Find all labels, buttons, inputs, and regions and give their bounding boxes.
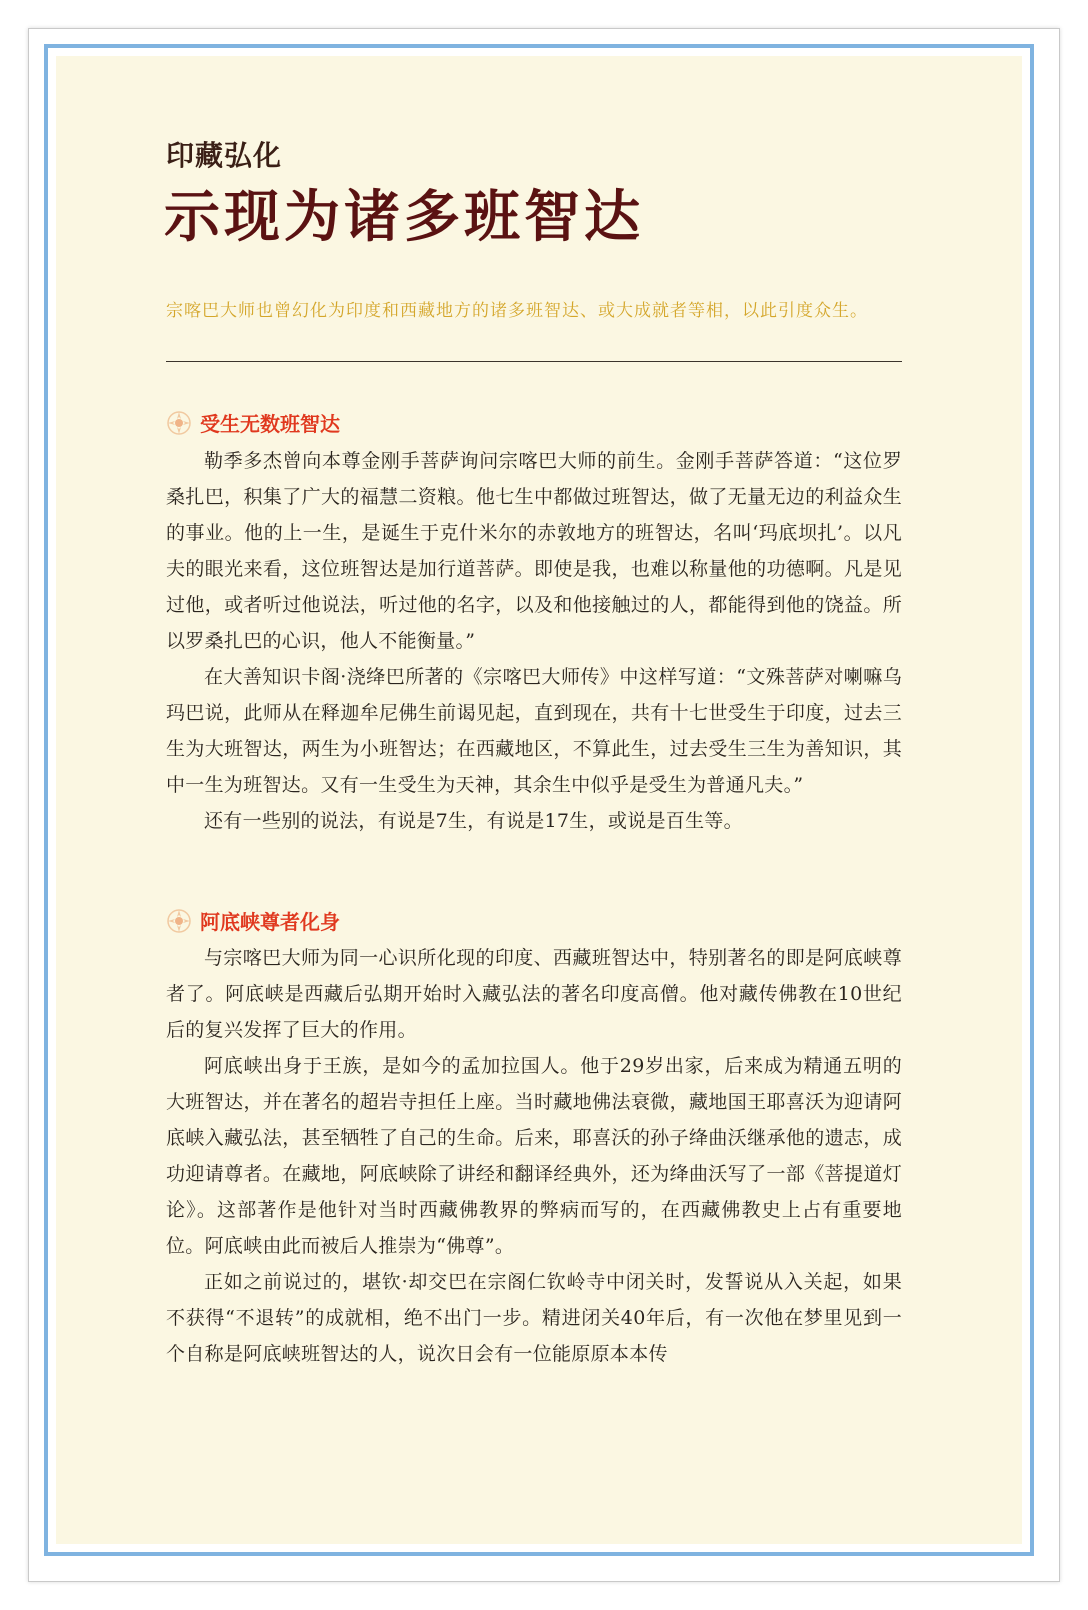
- section-body-1: [166, 443, 902, 839]
- section-heading-1: [166, 408, 340, 437]
- body-paragraph: 与宗喀巴大师为同一心识所化现的印度、西藏班智达中，特别著名的即是阿底峡尊者了。阿底峡是西藏后弘期开始时入藏弘法的著名印度高僧。他对藏传佛教在10世纪后的复兴发挥了巨大的作用。: [166, 947, 902, 1041]
- body-paragraph: 还有一些别的说法，有说是7生，有说是17生，或说是百生等。: [204, 810, 743, 832]
- intro-paragraph: 宗喀巴大师也曾幻化为印度和西藏地方的诸多班智达、或大成就者等相，以此引度众生。: [166, 301, 868, 321]
- lotus-ornament-icon: [166, 410, 192, 436]
- section-heading-2: [166, 906, 340, 935]
- chapter-kicker: 印藏弘化: [166, 139, 283, 172]
- body-paragraph: 在大善知识卡阁·浇绛巴所著的《宗喀巴大师传》中这样写道：“文殊菩萨对喇嘛乌玛巴说，此师从在释迦牟尼佛生前谒见起，直到现在，共有十七世受生于印度，过去三生为大班智达，两生为小班智达；在西藏地区，不算此生，过去受生三生为善知识，其中一生为班智达。又有一生受生为天神，其余生中似乎是受生为普通凡夫。”: [166, 666, 902, 796]
- section-body-2: [166, 940, 902, 1372]
- page-title: 示现为诸多班智达: [164, 184, 644, 250]
- book-page: [56, 56, 1022, 1544]
- section-heading-label: 受生无数班智达: [200, 412, 340, 436]
- body-paragraph: 阿底峡出身于王族，是如今的孟加拉国人。他于29岁出家，后来成为精通五明的大班智达，并在著名的超岩寺担任上座。当时藏地佛法衰微，藏地国王耶喜沃为迎请阿底峡入藏弘法，甚至牺牲了自己的生命。后来，耶喜沃的孙子绛曲沃继承他的遗志，成功迎请尊者。在藏地，阿底峡除了讲经和翻译经典外，还为绛曲沃写了一部《菩提道灯论》。这部著作是他针对当时西藏佛教界的弊病而写的，在西藏佛教史上占有重要地位。阿底峡由此而被后人推崇为“佛尊”。: [166, 1055, 902, 1257]
- lotus-ornament-icon: [166, 908, 192, 934]
- body-paragraph: 正如之前说过的，堪钦·却交巴在宗阁仁钦岭寺中闭关时，发誓说从入关起，如果不获得“不退转”的成就相，绝不出门一步。精进闭关40年后，有一次他在梦里见到一个自称是阿底峡班智达的人，说次日会有一位能原原本本传: [166, 1271, 902, 1365]
- section-heading-label: 阿底峡尊者化身: [200, 910, 340, 934]
- divider-rule: [166, 361, 902, 362]
- body-paragraph: 勒季多杰曾向本尊金刚手菩萨询问宗喀巴大师的前生。金刚手菩萨答道：“这位罗桑扎巴，积集了广大的福慧二资粮。他七生中都做过班智达，做了无量无边的利益众生的事业。他的上一生，是诞生于克什米尔的赤敦地方的班智达，名叫‘玛底坝扎’。以凡夫的眼光来看，这位班智达是加行道菩萨。即使是我，也难以称量他的功德啊。凡是见过他，或者听过他说法，听过他的名字，以及和他接触过的人，都能得到他的饶益。所以罗桑扎巴的心识，他人不能衡量。”: [166, 450, 902, 652]
